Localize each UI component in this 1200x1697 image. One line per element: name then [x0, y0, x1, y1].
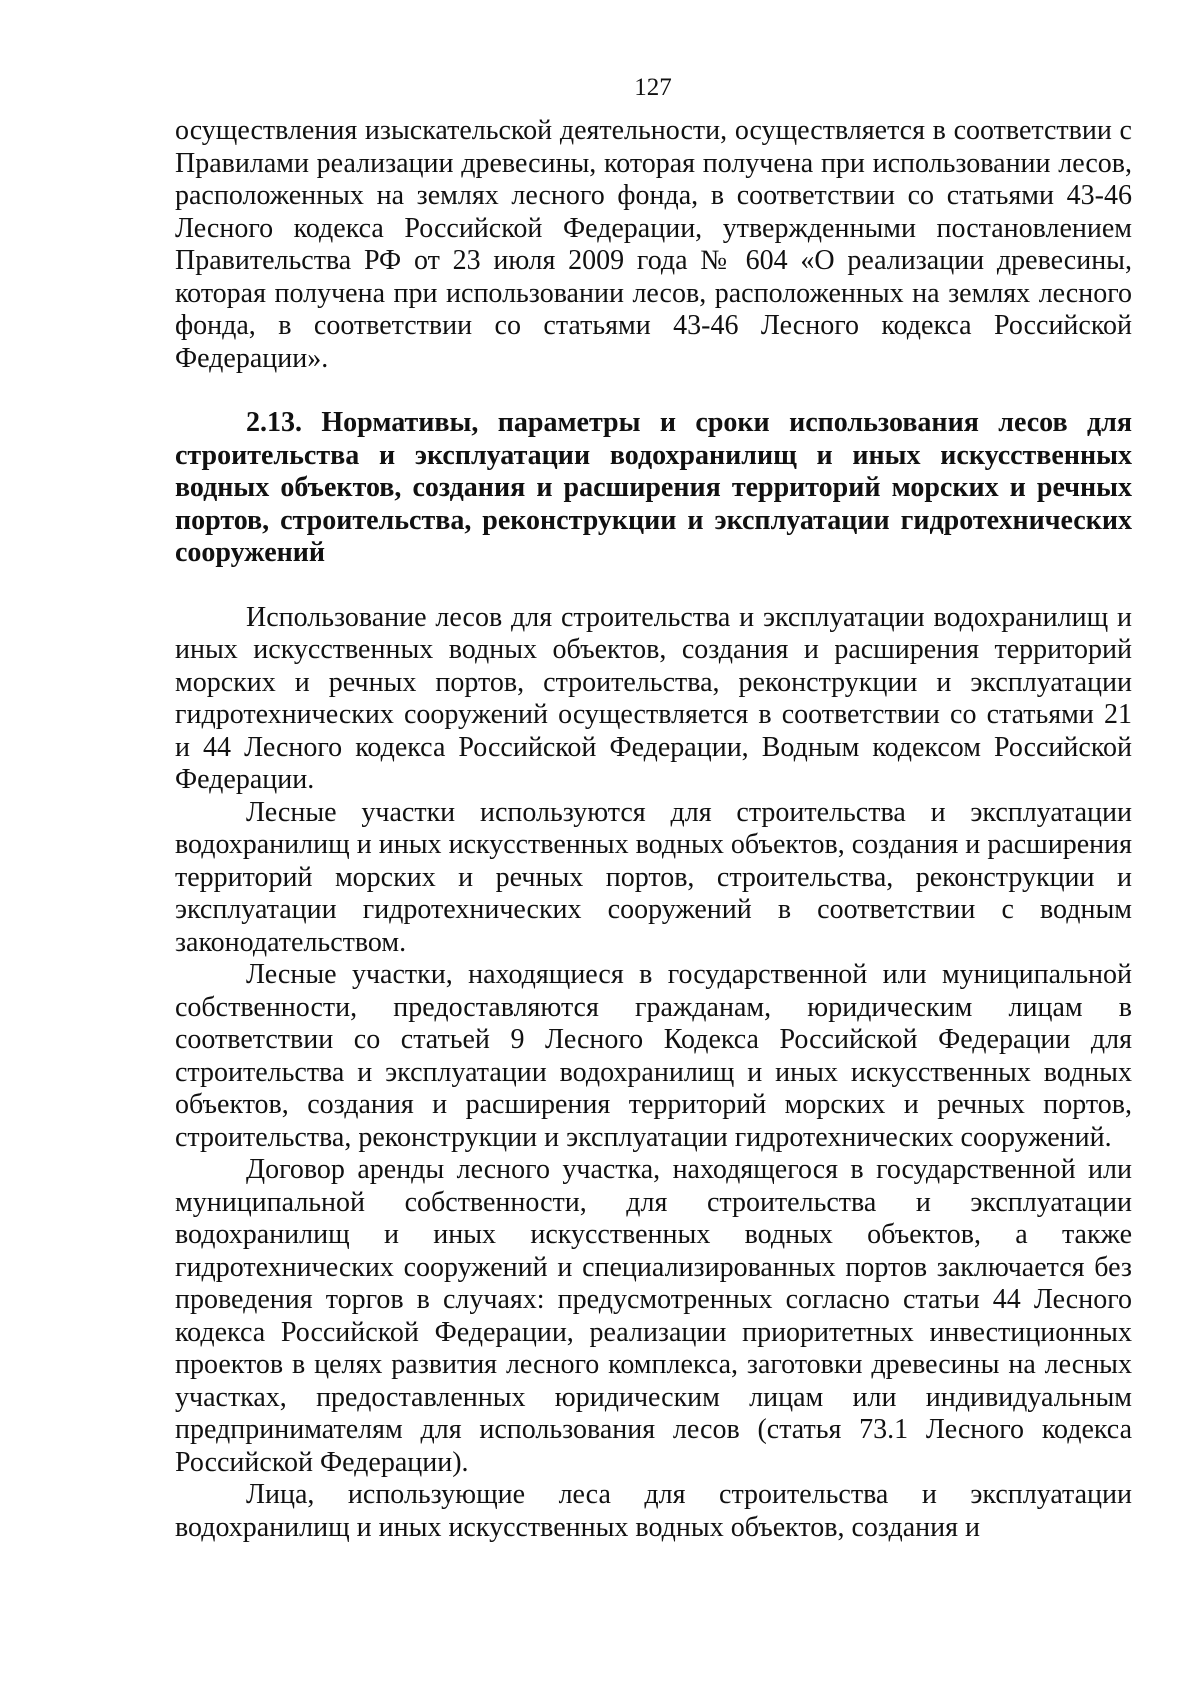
paragraph-continuation: осуществления изыскательской деятельности, осуществляется в соответствии с Правилами реализации древесины, которая получена при использовании лесов, расположенных на землях лесного фонда, в соответствии со статьями 43-46 Лесного кодекса Российской Федерации, утвержденными постановлением Правительства РФ от 23 июля 2009 года № 604 «О реализации древесины, которая получена при использовании лесов, расположенных на землях лесного фонда, в соответствии со статьями 43-46 Лесного кодекса Российской Федерации». — [175, 115, 1132, 374]
section-heading: 2.13. Нормативы, параметры и сроки использования лесов для строительства и эксплуатации водохранилищ и иных искусственных водных объектов, создания и расширения территорий морских и речных портов, строительства, реконструкции и эксплуатации гидротехнических сооружений — [175, 407, 1132, 568]
document-body — [175, 115, 1132, 1544]
paragraph: Договор аренды лесного участка, находящегося в государственной или муниципальной собственности, для строительства и эксплуатации водохранилищ и иных искусственных водных объектов, а также гидротехнических сооружений и специализированных портов заключается без проведения торгов в случаях: предусмотренных согласно статьи 44 Лесного кодекса Российской Федерации, реализации приоритетных инвестиционных проектов в целях развития лесного комплекса, заготовки древесины на лесных участках, предоставленных юридическим лицам или индивидуальным предпринимателям для использования лесов (статья 73.1 Лесного кодекса Российской Федерации). — [175, 1154, 1132, 1478]
paragraph: Лесные участки, находящиеся в государственной или муниципальной собственности, предоставляются гражданам, юридическим лицам в соответствии со статьей 9 Лесного Кодекса Российской Федерации для строительства и эксплуатации водохранилищ и иных искусственных водных объектов, создания и расширения территорий морских и речных портов, строительства, реконструкции и эксплуатации гидротехнических сооружений. — [175, 959, 1132, 1153]
paragraph: Лесные участки используются для строительства и эксплуатации водохранилищ и иных искусственных водных объектов, создания и расширения территорий морских и речных портов, строительства, реконструкции и эксплуатации гидротехнических сооружений в соответствии с водным законодательством. — [175, 796, 1132, 958]
paragraph: Использование лесов для строительства и эксплуатации водохранилищ и иных искусственных водных объектов, создания и расширения территорий морских и речных портов, строительства, реконструкции и эксплуатации гидротехнических сооружений осуществляется в соответствии со статьями 21 и 44 Лесного кодекса Российской Федерации, Водным кодексом Российской Федерации. — [175, 601, 1132, 795]
page-number: 127 — [634, 74, 672, 101]
paragraph: Лица, использующие леса для строительства и эксплуатации водохранилищ и иных искусственных водных объектов, создания и — [175, 1479, 1132, 1543]
